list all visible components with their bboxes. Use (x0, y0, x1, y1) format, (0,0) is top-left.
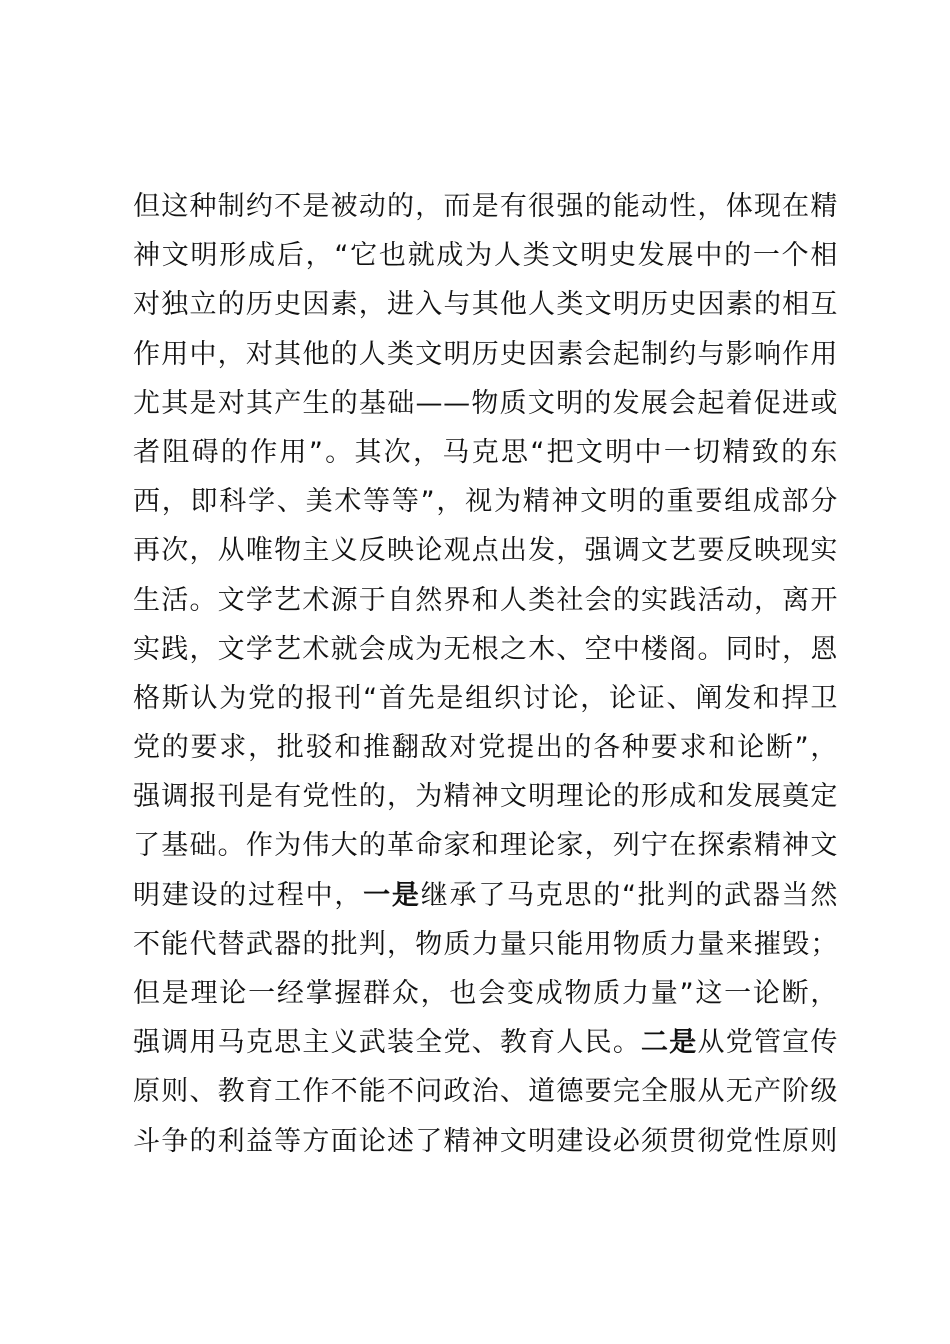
text-line-15-pre: 明建设的过程中， (133, 879, 364, 911)
text-line-4: 作用中，对其他的人类文明历史因素会起制约与影响作用 (133, 338, 838, 370)
text-line-10: 实践，文学艺术就会成为无根之木、空中楼阁。同时，恩 (133, 633, 838, 665)
text-line-13: 强调报刊是有党性的，为精神文明理论的形成和发展奠定 (133, 781, 838, 813)
emphasis-first-point: 一是 (363, 879, 421, 911)
text-line-2: 神文明形成后，“它也就成为人类文明史发展中的一个相 (133, 240, 838, 272)
body-paragraph (133, 182, 838, 1166)
text-line-7: 西，即科学、美术等等”，视为精神文明的重要组成部分 (133, 486, 838, 518)
text-line-3: 对独立的历史因素，进入与其他人类文明历史因素的相互 (133, 289, 838, 321)
text-line-18 (133, 1018, 838, 1067)
text-line-16: 不能代替武器的批判，物质力量只能用物质力量来摧毁； (133, 928, 838, 960)
text-line-12: 党的要求，批驳和推翻敌对党提出的各种要求和论断”， (133, 732, 838, 764)
text-line-11: 格斯认为党的报刊“首先是组织讨论，论证、阐发和捍卫 (133, 682, 838, 714)
text-line-17: 但是理论一经掌握群众，也会变成物质力量”这一论断， (133, 978, 838, 1009)
text-line-5: 尤其是对其产生的基础——物质文明的发展会起着促进或 (133, 387, 838, 419)
text-line-18-pre: 强调用马克思主义武装全党、教育人民。 (133, 1027, 642, 1059)
text-line-6: 者阻碍的作用”。其次，马克思“把文明中一切精致的东 (133, 436, 838, 468)
text-line-18-post: 从党管宣传 (697, 1027, 838, 1059)
text-line-8: 再次，从唯物主义反映论观点出发，强调文艺要反映现实 (133, 535, 838, 567)
text-line-19: 原则、教育工作不能不问政治、道德要完全服从无产阶级 (133, 1076, 838, 1108)
text-line-20: 斗争的利益等方面论述了精神文明建设必须贯彻党性原则 (133, 1125, 838, 1157)
text-line-9: 生活。文学艺术源于自然界和人类社会的实践活动，离开 (133, 584, 838, 616)
text-line-15-post: 继承了马克思的“批判的武器当然 (420, 879, 838, 911)
text-line-1: 但这种制约不是被动的，而是有很强的能动性，体现在精 (133, 191, 838, 222)
emphasis-second-point: 二是 (641, 1027, 698, 1059)
text-line-15 (133, 871, 838, 920)
text-line-14: 了基础。作为伟大的革命家和理论家，列宁在探索精神文 (133, 830, 838, 862)
